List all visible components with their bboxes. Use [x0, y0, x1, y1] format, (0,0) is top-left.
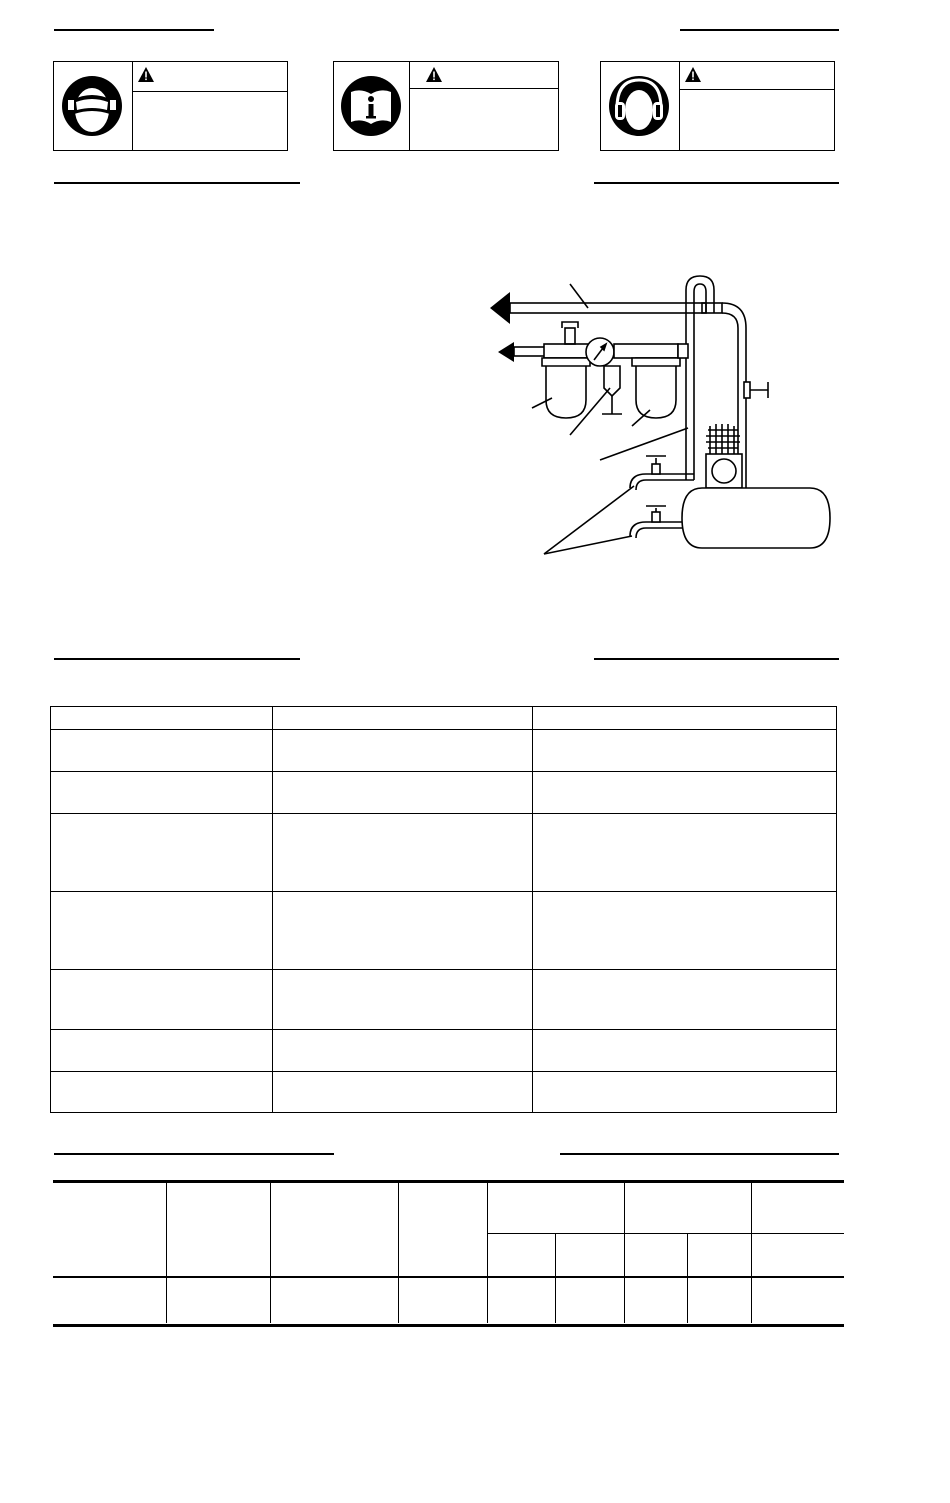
table-cell	[273, 970, 533, 1030]
spec-cell	[53, 1277, 166, 1323]
spec-cell	[624, 1277, 687, 1323]
spec-header-cell	[398, 1182, 487, 1277]
spec-table	[53, 1182, 844, 1323]
spec-header-cell	[270, 1182, 398, 1277]
section-rule-right	[560, 1153, 839, 1155]
table-row	[51, 814, 837, 892]
table-cell	[273, 1072, 533, 1113]
warning-triangle-icon	[426, 67, 442, 82]
table-row	[51, 1072, 837, 1113]
spec-header-cell	[751, 1182, 844, 1233]
spec-cell	[398, 1277, 487, 1323]
warning-box-manual	[333, 61, 559, 151]
spec-cell	[555, 1277, 624, 1323]
table-cell	[273, 814, 533, 892]
spec-header-cell	[624, 1233, 687, 1277]
spec-header-cell	[751, 1233, 844, 1277]
table-cell	[533, 1030, 837, 1072]
table-cell	[51, 730, 273, 772]
table-cell	[273, 730, 533, 772]
table-cell	[51, 970, 273, 1030]
warning-box-hearing	[600, 61, 835, 151]
spec-cell	[687, 1277, 751, 1323]
section-rule-left	[54, 182, 300, 184]
table-cell	[273, 707, 533, 730]
spec-cell	[751, 1277, 844, 1323]
table-row	[51, 730, 837, 772]
table-cell	[51, 1072, 273, 1113]
spec-header-cell	[487, 1233, 555, 1277]
spec-header-cell	[624, 1182, 751, 1233]
section-rule-right	[594, 658, 839, 660]
air-system-piping-diagram	[480, 270, 840, 570]
spec-header-cell	[487, 1182, 624, 1233]
table-cell	[533, 707, 837, 730]
spec-cell	[270, 1277, 398, 1323]
section-rule-left	[54, 1153, 334, 1155]
table-cell	[533, 730, 837, 772]
table-cell	[273, 772, 533, 814]
table-cell	[533, 772, 837, 814]
table-row	[51, 970, 837, 1030]
table-cell	[273, 892, 533, 970]
spec-cell	[166, 1277, 270, 1323]
table-cell	[51, 772, 273, 814]
table-cell	[533, 814, 837, 892]
table-cell	[533, 970, 837, 1030]
spec-data-row	[53, 1277, 844, 1323]
spec-header-cell	[555, 1233, 624, 1277]
maintenance-table	[50, 706, 837, 1113]
table-row	[51, 772, 837, 814]
spec-header-row	[53, 1182, 844, 1233]
table-cell	[533, 892, 837, 970]
table-cell	[533, 1072, 837, 1113]
header-rule-left	[54, 29, 214, 31]
spec-header-cell	[53, 1182, 166, 1277]
table-cell	[273, 1030, 533, 1072]
table-row	[51, 892, 837, 970]
table-cell	[51, 892, 273, 970]
table-row	[51, 1030, 837, 1072]
section-rule-right	[594, 182, 839, 184]
spec-header-cell	[687, 1233, 751, 1277]
table-cell	[51, 814, 273, 892]
spec-header-cell	[166, 1182, 270, 1277]
warning-box-eye	[53, 61, 288, 151]
table-cell	[51, 1030, 273, 1072]
section-rule-left	[54, 658, 300, 660]
table-cell	[51, 707, 273, 730]
warning-triangle-icon	[138, 67, 154, 82]
warning-triangle-icon	[685, 67, 701, 82]
spec-cell	[487, 1277, 555, 1323]
table-row	[51, 707, 837, 730]
header-rule-right	[680, 29, 839, 31]
spec-table-bottom-rule	[53, 1324, 844, 1327]
